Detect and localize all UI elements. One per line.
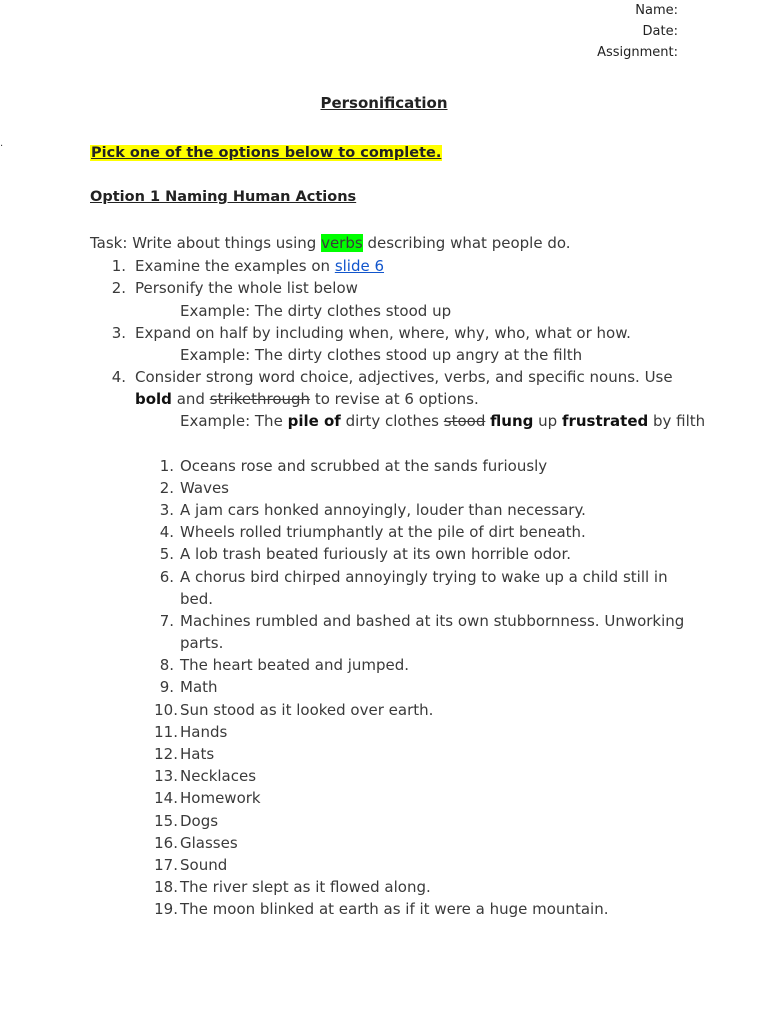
list-item: Glasses	[180, 834, 238, 852]
assignment-label: Assignment:	[597, 45, 678, 60]
option-heading: Option 1 Naming Human Actions	[90, 189, 357, 205]
list-item: Homework	[180, 789, 261, 807]
list-number: 19.	[154, 900, 178, 918]
list-item: Dogs	[180, 812, 219, 830]
list-item: The moon blinked at earth as if it were a huge mountain.	[180, 900, 609, 918]
list-number: 14.	[154, 789, 178, 807]
list-number: 11.	[154, 723, 178, 741]
ex-part: by filth	[648, 412, 706, 430]
list-number: 1.	[159, 457, 174, 475]
step-4-text: Consider strong word choice, adjectives, verbs, and specific nouns. Use	[135, 368, 673, 386]
and-word: and	[171, 390, 210, 408]
name-label: Name:	[635, 3, 678, 18]
step-4-rest: to revise at 6 options.	[310, 390, 479, 408]
list-item: Sound	[180, 856, 228, 874]
list-number: 17.	[154, 856, 178, 874]
list-item: A chorus bird chirped annoyingly trying to wake up a child still in	[180, 568, 668, 586]
list-item: A lob trash beated furiously at its own horrible odor.	[180, 545, 572, 563]
step-4-example	[180, 410, 705, 432]
step-number: 3.	[111, 324, 126, 342]
list-item: Oceans rose and scrubbed at the sands furiously	[180, 457, 548, 475]
step-2-example: Example: The dirty clothes stood up	[180, 302, 452, 320]
step-number: 2.	[111, 279, 126, 297]
list-item: Hands	[180, 723, 228, 741]
strikethrough-word: strikethrough	[209, 390, 311, 408]
list-number: 3.	[159, 501, 174, 519]
list-number: 2.	[159, 479, 174, 497]
ex-bold-pile-of: pile of	[287, 412, 341, 430]
step-2-text: Personify the whole list below	[135, 279, 358, 297]
ex-part: up	[533, 412, 562, 430]
step-number: 4.	[111, 368, 126, 386]
task-suffix: describing what people do.	[362, 234, 571, 252]
verbs-highlight: verbs	[321, 234, 363, 252]
list-number: 6.	[159, 568, 174, 586]
list-item: Math	[180, 678, 218, 696]
ex-strike-stood: stood	[443, 412, 486, 430]
step-4-continuation	[135, 388, 479, 410]
list-number: 9.	[159, 678, 174, 696]
ex-bold-flung: flung	[490, 412, 534, 430]
list-number: 4.	[159, 523, 174, 541]
ex-part: dirty clothes	[340, 412, 444, 430]
list-number: 5.	[159, 545, 174, 563]
margin-mark: .	[0, 138, 4, 149]
list-number: 10.	[154, 701, 178, 719]
list-item: A jam cars honked annoyingly, louder than necessary.	[180, 501, 586, 519]
list-item: Wheels rolled triumphantly at the pile of dirt beneath.	[180, 523, 586, 541]
ex-part: Example: The	[180, 412, 288, 430]
list-number: 13.	[154, 767, 178, 785]
list-number: 7.	[159, 612, 174, 630]
list-item: Hats	[180, 745, 215, 763]
task-line	[90, 232, 571, 254]
step-3-text: Expand on half by including when, where, why, who, what or how.	[135, 324, 631, 342]
bold-word: bold	[135, 390, 172, 408]
header-fields	[597, 0, 678, 63]
list-item: Machines rumbled and bashed at its own stubbornness. Unworking	[180, 612, 685, 630]
step-1-text: Examine the examples on	[135, 257, 335, 275]
step-number: 1.	[111, 257, 126, 275]
list-number: 15.	[154, 812, 178, 830]
page-title: Personification	[320, 94, 448, 112]
list-number: 18.	[154, 878, 178, 896]
list-item: The heart beated and jumped.	[180, 656, 410, 674]
list-number: 12.	[154, 745, 178, 763]
list-item-continuation: parts.	[180, 634, 224, 652]
slide-6-link[interactable]: slide 6	[334, 257, 385, 275]
list-item: Sun stood as it looked over earth.	[180, 701, 434, 719]
date-label: Date:	[642, 24, 678, 39]
task-prefix: Task: Write about things using	[90, 234, 322, 252]
list-item: The river slept as it flowed along.	[180, 878, 431, 896]
step-1	[135, 255, 384, 277]
list-number: 8.	[159, 656, 174, 674]
list-item: Necklaces	[180, 767, 257, 785]
list-number: 16.	[154, 834, 178, 852]
list-item-continuation: bed.	[180, 590, 214, 608]
list-item: Waves	[180, 479, 229, 497]
instruction-highlight: Pick one of the options below to complete.	[91, 145, 442, 161]
ex-bold-frustrated: frustrated	[561, 412, 649, 430]
step-3-example: Example: The dirty clothes stood up angry at the filth	[180, 346, 583, 364]
